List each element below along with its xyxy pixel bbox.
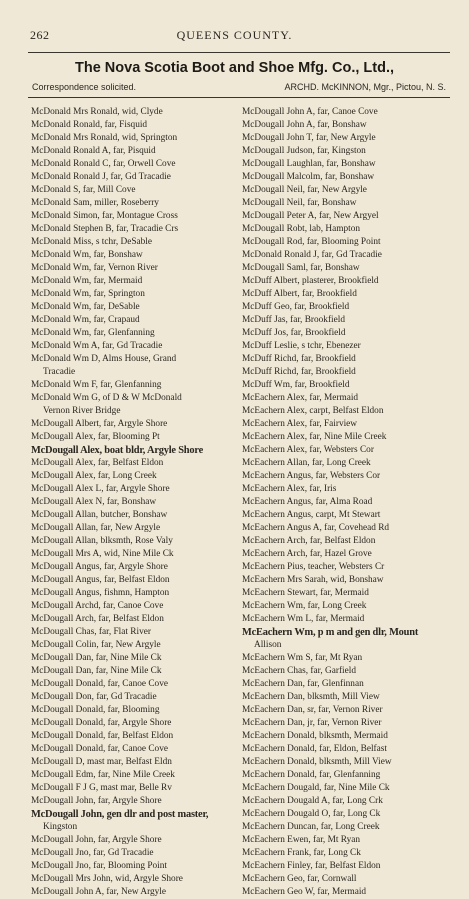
directory-entry: McDonald Simon, far, Montague Cross (31, 211, 178, 221)
directory-entry: McDougall John, far, Argyle Shore (31, 796, 162, 806)
directory-entry: McDougall Jno, far, Gd Tracadie (31, 848, 154, 858)
directory-entry: McDougall Allan, far, New Argyle (31, 523, 161, 533)
directory-entry: McDonald Stephen B, far, Tracadie Crs (31, 224, 179, 234)
directory-entry: McDougall Malcolm, far, Bonshaw (242, 172, 375, 182)
directory-entry: McDougall Allan, blksmth, Rose Valy (31, 536, 173, 546)
directory-entry: McDougall Donald, far, Canoe Cove (31, 744, 168, 754)
directory-entry: McDougall Donald, far, Belfast Eldon (31, 731, 174, 741)
directory-entry: McEachern Arch, far, Hazel Grove (242, 549, 372, 559)
directory-entry: McEachern Geo, far, Cornwall (242, 874, 357, 884)
directory-entry: McDougall Dan, far, Nine Mile Ck (31, 666, 162, 676)
directory-entry: McDougall John A, far, New Argyle (31, 887, 167, 897)
directory-entry: McEachern Dan, far, Glenfinnan (242, 679, 364, 689)
directory-entry: McDuff Richd, far, Brookfield (242, 354, 356, 364)
directory-entry: McEachern Frank, far, Long Ck (242, 848, 361, 858)
page-header (0, 28, 469, 44)
directory-entry: McEachern Chas, far, Garfield (242, 666, 356, 676)
directory-entry: McEachern Alex, far, Iris (242, 484, 337, 494)
directory-entry: McDonald Wm, far, Glenfanning (31, 328, 155, 338)
directory-entry: McEachern Stewart, far, Mermaid (242, 588, 369, 598)
directory-entry: McDougall John A, far, Bonshaw (242, 120, 367, 130)
directory-entry: McDuff Wm, far, Brookfield (242, 380, 350, 390)
directory-entry: McEachern Donald, far, Eldon, Belfast (242, 744, 387, 754)
directory-entry: McEachern Alex, carpt, Belfast Eldon (242, 406, 384, 416)
directory-entry: McDougall Angus, fishmn, Hampton (31, 588, 170, 598)
directory-entry: McDougall John T, far, New Argyle (242, 133, 376, 143)
directory-entry: McEachern Angus, carpt, Mt Stewart (242, 510, 381, 520)
directory-entry: McEachern Wm, far, Long Creek (242, 601, 367, 611)
directory-entry: McDougall Neil, far, New Argyle (242, 185, 367, 195)
directory-entry: McEachern Alex, far, Nine Mile Creek (242, 432, 387, 442)
directory-entry: McEachern Dougald, far, Nine Mile Ck (242, 783, 390, 793)
directory-entry: McDougall Archd, far, Canoe Cove (31, 601, 164, 611)
directory-entry: McDougall John A, far, Canoe Cove (242, 107, 378, 117)
directory-entry: McDuff Jos, far, Brookfield (242, 328, 346, 338)
top-rule (28, 52, 450, 53)
advertisement-title: The Nova Scotia Boot and Shoe Mfg. Co., Ltd., (75, 60, 394, 76)
directory-entry: McEachern Wm, p m and gen dlr, Mount (242, 627, 419, 638)
directory-entry: McDougall Alex N, far, Bonshaw (31, 497, 157, 507)
county-heading: QUEENS COUNTY. (176, 28, 293, 42)
directory-entry: McDuff Leslie, s tchr, Ebenezer (242, 341, 361, 351)
directory-entry: McEachern Mrs Sarah, wid, Bonshaw (242, 575, 384, 585)
directory-entry-continuation: Kingston (43, 822, 78, 832)
directory-entry: McDonald Wm, far, DeSable (31, 302, 140, 312)
directory-entry-continuation: Vernon River Bridge (43, 406, 121, 416)
directory-entry: McDonald Ronald, far, Fisquid (31, 120, 148, 130)
directory-entry: McDuff Albert, plasterer, Brookfield (242, 276, 379, 286)
directory-entry: McDonald Wm, far, Vernon River (31, 263, 158, 273)
directory-entry: McDougall Edm, far, Nine Mile Creek (31, 770, 175, 780)
directory-entry: McDonald Mrs Ronald, wid, Clyde (31, 107, 163, 117)
directory-entry: McDougall Laughlan, far, Bonshaw (242, 159, 376, 169)
directory-entry: McDonald Wm, far, Crapaud (31, 315, 140, 325)
directory-entry: McDougall Don, far, Gd Tracadie (31, 692, 157, 702)
directory-entry: McDougall Angus, far, Belfast Eldon (31, 575, 170, 585)
directory-entry: McEachern Angus, far, Alma Road (242, 497, 373, 507)
directory-entry: McDougall Saml, far, Bonshaw (242, 263, 360, 273)
directory-entry: McDougall Alex, far, Belfast Eldon (31, 458, 164, 468)
directory-entry: McEachern Dougald A, far, Long Crk (242, 796, 383, 806)
directory-entry: McDougall Donald, far, Canoe Cove (31, 679, 168, 689)
directory-entry: McEachern Dan, jr, far, Vernon River (242, 718, 382, 728)
directory-entry: McDuff Geo, far, Brookfield (242, 302, 350, 312)
directory-entry: McDougall Alex L, far, Argyle Shore (31, 484, 170, 494)
directory-entry: McDonald Sam, miller, Roseberry (31, 198, 159, 208)
directory-entry: McDougall Chas, far, Flat River (31, 627, 151, 637)
directory-entry: McDonald S, far, Mill Cove (31, 185, 136, 195)
directory-entry: McDonald Wm G, of D & W McDonald (31, 393, 182, 403)
directory-entry: McDonald Ronald A, far, Pisquid (31, 146, 156, 156)
directory-entry: McDougall Mrs A, wid, Nine Mile Ck (31, 549, 174, 559)
directory-entry: McEachern Allan, far, Long Creek (242, 458, 371, 468)
directory-entry: McDonald Ronald C, far, Orwell Cove (31, 159, 176, 169)
directory-entry: McEachern Alex, far, Websters Cor (242, 445, 374, 455)
directory-entry: McDougall Peter A, far, New Argyel (242, 211, 379, 221)
advertisement-subline (32, 82, 446, 94)
directory-entry: McDougall John, far, Argyle Shore (31, 835, 162, 845)
directory-entry: McEachern Dan, blksmth, Mill View (242, 692, 380, 702)
directory-entry: McDougall D, mast mar, Belfast Eldn (31, 757, 172, 767)
directory-entry: McDonald Ronald J, far, Gd Tracadie (31, 172, 171, 182)
directory-entry: McDonald Wm D, Alms House, Grand (31, 354, 177, 364)
directory-entry: McDonald Wm F, far, Glenfanning (31, 380, 162, 390)
directory-entry: McDonald Wm A, far, Gd Tracadie (31, 341, 163, 351)
directory-entry: McDougall Allan, butcher, Bonshaw (31, 510, 168, 520)
directory-entry: McDougall Arch, far, Belfast Eldon (31, 614, 164, 624)
directory-entry: McEachern Wm S, far, Mt Ryan (242, 653, 363, 663)
directory-entry: McDougall Donald, far, Blooming (31, 705, 160, 715)
directory-entry: McDuff Albert, far, Brookfield (242, 289, 357, 299)
directory-entry: McEachern Finley, far, Belfast Eldon (242, 861, 381, 871)
directory-entry: McEachern Angus, far, Websters Cor (242, 471, 381, 481)
directory-entry: McDougall Alex, boat bldr, Argyle Shore (31, 445, 204, 456)
directory-entry: McDougall Judson, far, Kingston (242, 146, 366, 156)
directory-entry: McEachern Wm L, far, Mermaid (242, 614, 365, 624)
directory-entry: McDonald Wm, far, Springton (31, 289, 145, 299)
advertisement-tagline: Correspondence solicited. (32, 82, 137, 92)
directory-entry: McDonald Wm, far, Mermaid (31, 276, 143, 286)
directory-entry: McEachern Pius, teacher, Websters Cr (242, 562, 385, 572)
directory-entry: McDuff Jas, far, Brookfield (242, 315, 345, 325)
directory-entry: McDougall Alex, far, Blooming Pt (31, 432, 160, 442)
directory-entry: McDonald Mrs Ronald, wid, Springton (31, 133, 178, 143)
directory-entry: McEachern Duncan, far, Long Creek (242, 822, 380, 832)
directory-entry: McDougall F J G, mast mar, Belle Rv (31, 783, 172, 793)
directory-entry: McEachern Arch, far, Belfast Eldon (242, 536, 376, 546)
directory-entry: McDougall Albert, far, Argyle Shore (31, 419, 168, 429)
directory-entry: McDougall Dan, far, Nine Mile Ck (31, 653, 162, 663)
page-number: 262 (30, 28, 50, 42)
directory-entry: McEachern Ewen, far, Mt Ryan (242, 835, 361, 845)
directory-entry: McDougall Colin, far, New Argyle (31, 640, 161, 650)
directory-entry: McDougall John, gen dlr and post master, (31, 809, 209, 820)
directory-entry: McEachern Alex, far, Fairview (242, 419, 358, 429)
directory-entry: McEachern Dan, sr, far, Vernon River (242, 705, 383, 715)
directory-entry: McDonald Ronald J, far, Gd Tracadie (242, 250, 382, 260)
directory-entry: McDougall Robt, lab, Hampton (242, 224, 361, 234)
directory-entry: McEachern Angus A, far, Covehead Rd (242, 523, 390, 533)
directory-entry-continuation: Allison (254, 640, 282, 650)
directory-entry: McEachern Donald, blksmth, Mermaid (242, 731, 388, 741)
directory-entry: McDougall Mrs John, wid, Argyle Shore (31, 874, 183, 884)
right-column (242, 106, 452, 899)
directory-entry: McEachern Donald, blksmth, Mill View (242, 757, 392, 767)
left-column (31, 106, 241, 899)
directory-entry: McEachern Dougald O, far, Long Ck (242, 809, 381, 819)
directory-entry: McDougall Rod, far, Blooming Point (242, 237, 381, 247)
directory-entry: McDonald Miss, s tchr, DeSable (31, 237, 152, 247)
directory-entry: McEachern Donald, far, Glenfanning (242, 770, 381, 780)
directory-entry: McDougall Angus, far, Argyle Shore (31, 562, 168, 572)
directory-entry: McDougall Jno, far, Blooming Point (31, 861, 167, 871)
directory-entry: McDougall Neil, far, Bonshaw (242, 198, 357, 208)
directory-entry-continuation: Tracadie (43, 367, 76, 377)
directory-entry: McDougall Donald, far, Argyle Shore (31, 718, 172, 728)
directory-entry: McDougall Alex, far, Long Creek (31, 471, 157, 481)
directory-entry: McEachern Alex, far, Mermaid (242, 393, 359, 403)
directory-entry: McDuff Richd, far, Brookfield (242, 367, 356, 377)
advertisement-manager: ARCHD. McKINNON, Mgr., Pictou, N. S. (284, 82, 446, 92)
advertisement-rule (28, 97, 450, 98)
directory-entry: McDonald Wm, far, Bonshaw (31, 250, 143, 260)
directory-entry: McEachern Geo W, far, Mermaid (242, 887, 367, 897)
